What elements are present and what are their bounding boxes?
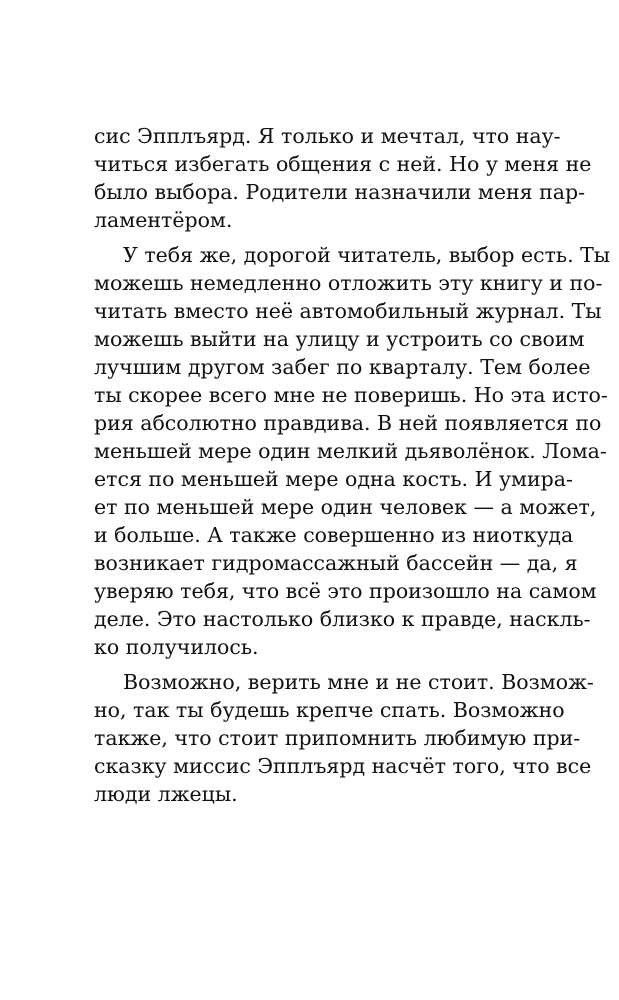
text-line: сис Эпплъярд. Я только и мечтал, что нау- — [94, 124, 561, 148]
text-line: читься избегать общения с ней. Но у меня не — [94, 152, 592, 176]
text-line: ется по меньшей мере одна кость. И умира- — [94, 467, 573, 491]
text-line: также, что стоит припомнить любимую при- — [94, 726, 581, 750]
text-line: Возможно, верить мне и не стоит. Возмож- — [123, 670, 594, 694]
text-line: деле. Это настолько близко к правде, наскль- — [94, 607, 591, 631]
text-line: и больше. А также совершенно из ниоткуда — [94, 523, 574, 547]
text-line: рия абсолютно правдива. В ней появляется по — [94, 411, 602, 435]
text-line: читать вместо неё автомобильный журнал. Ты — [94, 299, 602, 323]
page-text — [94, 122, 611, 815]
text-line: было выбора. Родители назначили меня пар- — [94, 180, 586, 204]
text-line: ко получилось. — [94, 635, 259, 659]
text-line: но, так ты будешь крепче спать. Возможно — [94, 698, 565, 722]
text-line: можешь немедленно отложить эту книгу и по- — [94, 271, 603, 295]
text-line: сказку миссис Эпплъярд насчёт того, что все — [94, 754, 592, 778]
text-line: люди лжецы. — [94, 782, 238, 806]
paragraph-1 — [94, 122, 592, 234]
text-line: меньшей мере один мелкий дьяволёнок. Лома- — [94, 439, 607, 463]
text-line: У тебя же, дорогой читатель, выбор есть. Ты — [123, 243, 611, 267]
text-line: лучшим другом забег по кварталу. Тем более — [94, 355, 591, 379]
text-line: ламентёром. — [94, 208, 233, 232]
paragraph-2 — [94, 241, 611, 661]
text-line: можешь выйти на улицу и устроить со своим — [94, 327, 585, 351]
paragraph-3 — [94, 668, 594, 808]
text-line: ты скорее всего мне не поверишь. Но эта исто- — [94, 383, 608, 407]
text-line: уверяю тебя, что всё это произошло на самом — [94, 579, 597, 603]
text-line: ет по меньшей мере один человек — а может, — [94, 495, 597, 519]
text-line: возникает гидромассажный бассейн — да, я — [94, 551, 578, 575]
